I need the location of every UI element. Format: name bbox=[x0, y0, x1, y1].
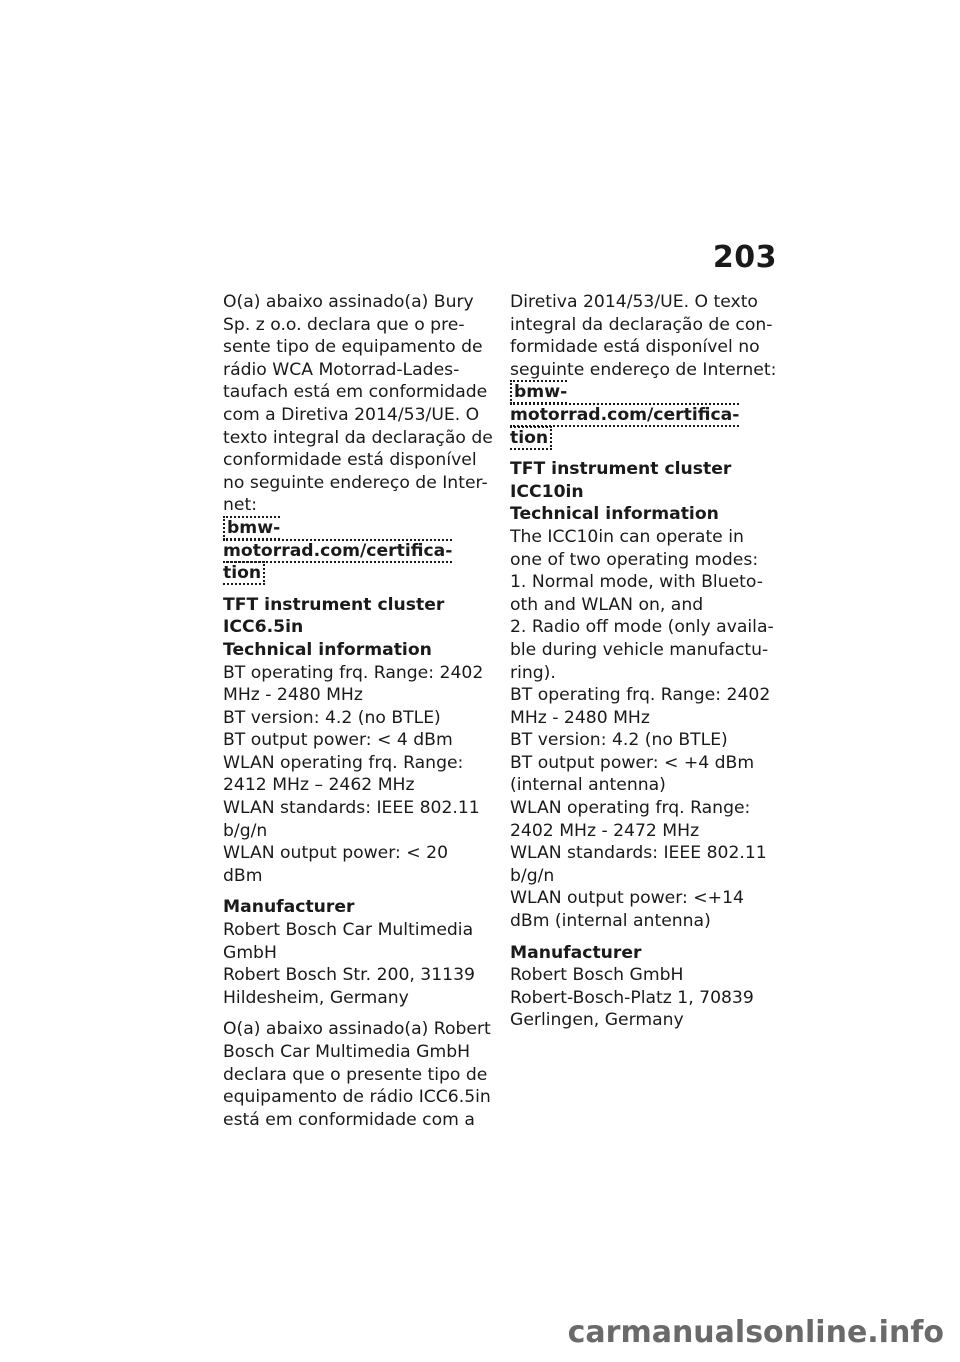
text-line: Gerlingen, Germany bbox=[510, 1010, 684, 1031]
spec-line: WLAN operating frq. Range: bbox=[510, 798, 751, 819]
spec-line: WLAN standards: IEEE 802.11 bbox=[510, 843, 767, 864]
page-number: 203 bbox=[712, 240, 777, 275]
spec-line: (internal antenna) bbox=[510, 775, 666, 796]
specs-paragraph bbox=[223, 662, 495, 888]
text-line: formidade está disponível no bbox=[510, 337, 760, 358]
manufacturer-paragraph bbox=[223, 919, 495, 1009]
text-line: no seguinte endereço de Inter- bbox=[223, 472, 488, 493]
spec-line: BT output power: < 4 dBm bbox=[223, 730, 453, 751]
text-line: conformidade está disponível bbox=[223, 450, 477, 471]
spec-line: BT output power: < +4 dBm bbox=[510, 752, 755, 773]
section-heading bbox=[223, 594, 495, 662]
text-line: integral da declaração de con- bbox=[510, 314, 773, 335]
text-line: GmbH bbox=[223, 942, 277, 963]
text-line: está em conformidade com a bbox=[223, 1109, 475, 1130]
spec-line: WLAN operating frq. Range: bbox=[223, 752, 464, 773]
text-line: Sp. z o.o. declara que o pre- bbox=[223, 314, 465, 335]
text-line: Robert Bosch Str. 200, 31139 bbox=[223, 965, 475, 986]
spec-line: oth and WLAN on, and bbox=[510, 594, 704, 615]
specs-paragraph bbox=[510, 526, 782, 933]
spec-line: MHz - 2480 MHz bbox=[223, 685, 363, 706]
text-line: Hildesheim, Germany bbox=[223, 987, 409, 1008]
text-line: Robert Bosch Car Multimedia bbox=[223, 920, 474, 941]
link-line: tion bbox=[223, 563, 262, 584]
spec-line: 2402 MHz - 2472 MHz bbox=[510, 820, 700, 841]
text-line: com a Diretiva 2014/53/UE. O bbox=[223, 404, 480, 425]
spec-line: BT operating frq. Range: 2402 bbox=[510, 685, 771, 706]
manufacturer-heading: Manufacturer bbox=[223, 897, 355, 918]
text-line: equipamento de rádio ICC6.5in bbox=[223, 1087, 491, 1108]
text-line: sente tipo de equipamento de bbox=[223, 337, 483, 358]
spec-line: WLAN output power: < 20 bbox=[223, 843, 449, 864]
spec-line: WLAN standards: IEEE 802.11 bbox=[223, 798, 480, 819]
text-line: net: bbox=[223, 495, 257, 516]
text-line: taufach está em conformidade bbox=[223, 382, 488, 403]
manufacturer-heading: Manufacturer bbox=[510, 942, 642, 963]
text-line: Robert Bosch GmbH bbox=[510, 965, 684, 986]
text-line: Robert-Bosch-Platz 1, 70839 bbox=[510, 987, 754, 1008]
spec-line: BT version: 4.2 (no BTLE) bbox=[223, 707, 441, 728]
spec-line: b/g/n bbox=[223, 820, 268, 841]
spec-line: The ICC10in can operate in bbox=[510, 526, 744, 547]
link-line: bmw-motorrad.com/certifica- bbox=[510, 382, 740, 425]
spec-line: 2. Radio off mode (only availa- bbox=[510, 617, 774, 638]
spec-line: MHz - 2480 MHz bbox=[510, 707, 650, 728]
watermark-text: carmanualsonline.info bbox=[567, 1315, 944, 1350]
spec-line: dBm (internal antenna) bbox=[510, 911, 711, 932]
intro-paragraph bbox=[510, 291, 782, 449]
manufacturer-paragraph bbox=[510, 964, 782, 1032]
heading-line: ICC10in bbox=[510, 481, 584, 502]
text-line: O(a) abaixo assinado(a) Bury bbox=[223, 292, 474, 312]
spec-line: one of two operating modes: bbox=[510, 549, 759, 570]
link-line: bmw-motorrad.com/certifica- bbox=[223, 517, 453, 561]
right-column bbox=[510, 291, 782, 1032]
heading-line: TFT instrument cluster bbox=[223, 594, 445, 615]
text-line: O(a) abaixo assinado(a) Robert bbox=[223, 1019, 491, 1040]
heading-line: ICC6.5in bbox=[223, 617, 304, 638]
spec-line: ring). bbox=[510, 662, 556, 683]
spec-line: BT version: 4.2 (no BTLE) bbox=[510, 730, 728, 751]
spec-line: WLAN output power: <+14 bbox=[510, 888, 744, 909]
left-column bbox=[223, 291, 495, 1131]
spec-line: b/g/n bbox=[510, 865, 555, 886]
link-line: tion bbox=[510, 427, 549, 448]
text-line: Diretiva 2014/53/UE. O texto bbox=[510, 292, 758, 312]
spec-line: 2412 MHz – 2462 MHz bbox=[223, 775, 415, 796]
spec-line: BT operating frq. Range: 2402 bbox=[223, 662, 484, 683]
certification-link[interactable] bbox=[223, 516, 452, 585]
heading-line: TFT instrument cluster bbox=[510, 459, 732, 480]
text-line: texto integral da declaração de bbox=[223, 427, 493, 448]
text-line: Bosch Car Multimedia GmbH bbox=[223, 1042, 471, 1062]
certification-link[interactable] bbox=[510, 380, 739, 449]
text-line: declara que o presente tipo de bbox=[223, 1064, 488, 1085]
declaration-paragraph bbox=[223, 1018, 495, 1131]
subheading: Technical information bbox=[510, 504, 719, 525]
intro-paragraph bbox=[223, 291, 495, 585]
subheading: Technical information bbox=[223, 639, 432, 660]
spec-line: 1. Normal mode, with Blueto- bbox=[510, 572, 763, 593]
section-heading bbox=[510, 458, 782, 526]
spec-line: ble during vehicle manufactu- bbox=[510, 639, 769, 660]
text-line: rádio WCA Motorrad-Lades- bbox=[223, 359, 460, 380]
text-line: seguinte endereço de Internet: bbox=[510, 359, 777, 380]
spec-line: dBm bbox=[223, 865, 263, 886]
